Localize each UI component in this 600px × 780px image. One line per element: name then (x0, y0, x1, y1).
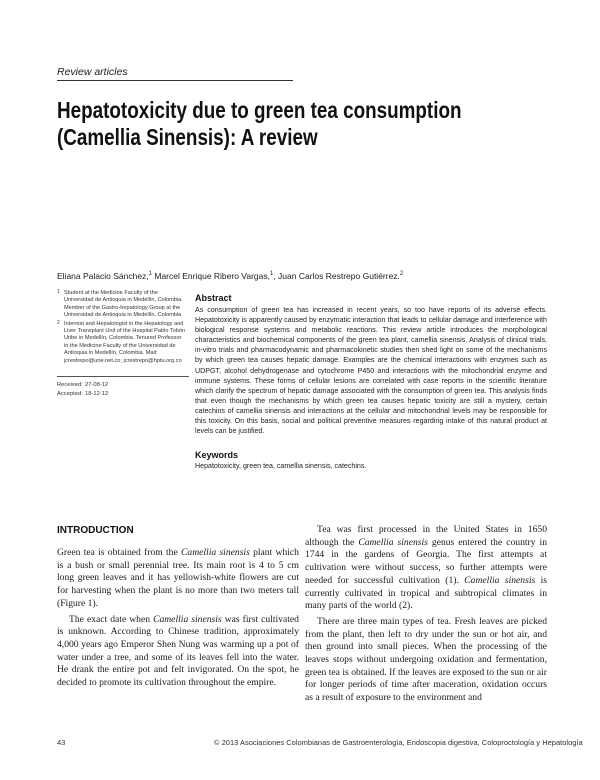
body-column-left (57, 547, 299, 690)
author-3: , Juan Carlos Restrepo Gutiérrez. (273, 271, 400, 281)
accepted-label: Accepted: (57, 391, 83, 397)
title-line-1: Hepatotoxicity due to green tea consumption (57, 97, 462, 123)
author-2-affil: 1 (269, 271, 274, 278)
page-number: 43 (57, 738, 66, 747)
keywords-text: Hepatotoxicity, green tea, camellia sinensis, catechins. (195, 462, 367, 470)
species-name: Camellia sinensis (464, 574, 536, 586)
body-column-right (305, 524, 547, 705)
section-label: Review articles (57, 66, 128, 78)
author-1-affil: 1 (148, 271, 153, 278)
author-2: Marcel Enrique Ribero Vargas, (152, 271, 270, 281)
species-name: Camellia sinensis (358, 536, 428, 548)
dates-divider (57, 376, 189, 377)
author-list (57, 271, 403, 281)
affiliation-number: 1 (57, 289, 60, 295)
body-paragraph: The exact date when Camellia sinensis was first cultivated is unknown. According to Chinese tradition, approximately 4,000 years ago Emperor Shen Nung was warming up a pot of water under a tree, and some of its leaves fell into the water. He drank the entire pot and felt invigorated. On the spot, he decided to promote its cultivation throughout the empire. (57, 613, 299, 689)
received-date: 27-08-12 (85, 382, 109, 388)
affiliation-number: 2 (57, 319, 60, 326)
title-line-2: (Camellia Sinensis): A review (57, 124, 318, 150)
affiliation-text: Student at the Medicine Faculty of the Universidad de Antioquia in Medellín, Colombia. Member of the Gastro-hepatology Group at the Universidad de Antioquia in Medellín, Colombia (64, 290, 183, 319)
affiliations (57, 290, 187, 366)
accepted-date: 18-12-12 (85, 391, 109, 397)
copyright-notice: © 2013 Asociaciones Colombianas de Gastroenterología, Endoscopia digestiva, Coloproctología y Hepatología (214, 738, 583, 747)
body-paragraph: Green tea is obtained from the Camellia sinensis plant which is a bush or small perennial tree. Its main root is 4 to 5 cm long green leaves and it has yellowish-white flowers are cut for harvesting when the plant is no more than two meters tall (Figure 1). (57, 547, 299, 609)
article-title (57, 97, 467, 151)
affiliation-item (57, 290, 187, 320)
species-name: Camellia sinensis (153, 613, 222, 625)
species-name: Camellia sinensis (181, 547, 250, 558)
body-paragraph: There are three main types of tea. Fresh leaves are picked from the plant, then left to dry under the sun or hot air, and then ground into small pieces. When the processing of the leaves stops without undergoing oxidation and fermentation, green tea is obtained. If the leaves are exposed to the sun or air for longer periods of time after maceration, oxidation occurs as a result of exposure to the environment and (305, 615, 547, 704)
section-divider (57, 80, 293, 81)
abstract-text: As consumption of green tea has increased in recent years, so too have reports of its adverse effects. Hepatotoxicity is apparently caused by enzymatic interaction that leads to cellular damage and interference with biological response systems and metabolic reactions. This review article introduces the morphological characteristics and biochemical components of the green tea plant, camellia sinensis. Analysis of clinical trials, in-vitro trials and pharmacodynamic and pharmacokinetic studies then shed light on some of the mechanisms by which green tea causes hepatic damage. Examples are the chemical interactions with enzymes such as UDPGT, alcohol dehydrogenase and cytochrome P450 and interactions with the mitochondrial enzyme and immune systems. These forms of cellular lesions are correlated with case reports in the scientific literature which clarify the spectrum of hepatic damage associated with the consumption of green tea. This analysis finds that even though the mechanisms by which green tea causes hepatic toxicity are still a mystery, certain catechins of camellia sinensis and interactions at the cellular and mitochondrial levels may be responsible for this toxicity. On this basis, social and political preventive measures regarding intake of this natural product at levels can be justified. (195, 306, 547, 436)
body-paragraph: Tea was first processed in the United States in 1650 although the Camellia sinensis genus entered the country in 1744 in the gardens of Georgia. The first attempts at cultivation were without success, so further attempts were needed for successful cultivation (1). Camellia sinensis is currently cultivated in tropical and subtropical climates in many parts of the world (2). (305, 524, 548, 612)
affiliation-text: Internist and Hepatologist in the Hepatology and Liver Transplant Unit of the Hospital Pablo Tobón Uribe in Medellín, Colombia. Tenured Professor in the Medicine Faculty of the Universidad de Antioquia in Medellín, Colombia. Mail: jcrestrepo@une.net.co; jcrestrepo@hptu.org.co (64, 320, 186, 364)
author-3-affil: 2 (399, 271, 404, 278)
article-dates (57, 381, 108, 399)
author-1: Eliana Palacio Sánchez, (57, 271, 149, 281)
received-label: Received: (57, 382, 83, 388)
keywords-heading: Keywords (195, 450, 239, 460)
affiliation-item (57, 321, 187, 365)
introduction-heading: INTRODUCTION (57, 525, 134, 536)
abstract-heading: Abstract (195, 293, 232, 303)
